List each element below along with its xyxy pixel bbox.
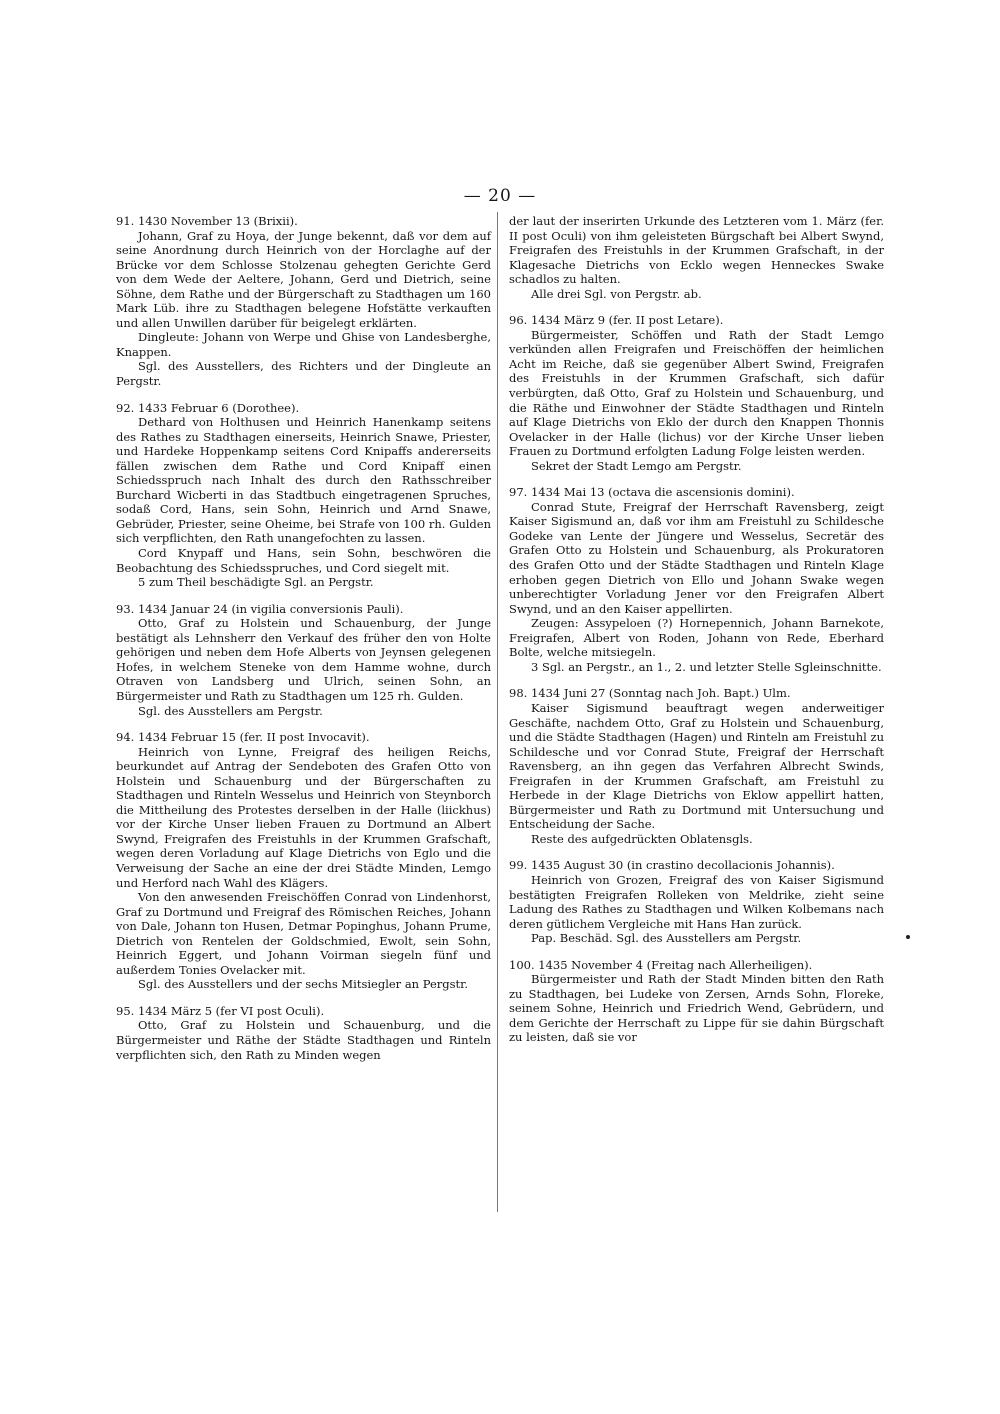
entry-paragraph: Alle drei Sgl. von Pergstr. ab.	[531, 286, 702, 301]
entry-paragraph: der laut der inserirten Urkunde des Letzteren vom 1. März (fer. II post Oculi) von ihm geleisteten Bürgschaft bei Albert Swynd, Freigrafen des Freistuhls in der Krummen Grafschaft, in der Klagesache Dietrichs von Ecklo wegen Henneckes Swake schadlos zu halten.	[509, 214, 884, 287]
entry-paragraph: Sgl. des Ausstellers am Pergstr.	[138, 703, 323, 718]
entry-paragraph: Dingleute: Johann von Werpe und Ghise von Landesberghe, Knappen.	[116, 330, 491, 359]
document-entry	[509, 485, 884, 674]
entry-heading: 93. 1434 Januar 24 (in vigilia conversionis Pauli).	[116, 601, 404, 616]
entry-heading: 100. 1435 November 4 (Freitag nach Allerheiligen).	[509, 957, 813, 972]
entry-paragraph: Johann, Graf zu Hoya, der Junge bekennt, daß vor dem auf seine Anordnung durch Heinrich von der Horclaghe auf der Brücke vor dem Schlosse Stolzenau gehegten Gerichte Gerd von dem Wede der Aeltere, Johann, Gerd und Dietrich, seine Söhne, dem Rathe und der Bürgerschaft zu Stadthagen um 160 Mark Lüb. ihre zu Stadthagen belegene Hofstätte verkauften und allen Unwillen darüber für beigelegt erklärten.	[116, 228, 491, 330]
left-column	[116, 214, 491, 1074]
document-entry	[509, 858, 884, 945]
entry-paragraph: Otto, Graf zu Holstein und Schauenburg, der Junge bestätigt als Lehnsherr den Verkauf des früher den von Holte gehörigen und neben dem Hofe Alberts von Jeynsen gelegenen Hofes, in welchem Steneke von dem Hamme wohne, durch Otraven von Landsberg und Ulrich, seinen Sohn, an Bürgermeister und Rath zu Stadthagen um 125 rh. Gulden.	[116, 616, 491, 703]
entry-paragraph: Sekret der Stadt Lemgo am Pergstr.	[531, 458, 742, 473]
document-entry	[116, 214, 491, 389]
entry-heading: 98. 1434 Juni 27 (Sonntag nach Joh. Bapt.) Ulm.	[509, 686, 791, 701]
entry-heading: 91. 1430 November 13 (Brixii).	[116, 214, 298, 228]
document-entry	[116, 401, 491, 590]
entry-paragraph: Kaiser Sigismund beauftragt wegen anderweitiger Geschäfte, nachdem Otto, Graf zu Holstein und Schauenburg, und die Städte Stadthagen (Hagen) und Rinteln am Freistuhl zu Schildesche und vor Conrad Stute, Freigraf der Herrschaft Ravensberg, an ihn gegen das Verfahren Albrecht Swinds, Freigrafen in der Krummen Grafschaft, am Freistuhl zu Herbede in der Klage Dietrichs von Eklow appellirt hatten, Bürgermeister und Rath zu Dortmund mit Untersuchung und Entscheidung der Sache.	[509, 700, 884, 832]
entry-paragraph: Bürgermeister und Rath der Stadt Minden bitten den Rath zu Stadthagen, bei Ludeke von Zersen, Arnds Sohn, Floreke, seinem Sohne, Heinrich und Friedrich Wend, Gebrüdern, und dem Gerichte der Herrschaft zu Lippe für sie dahin Bürgschaft zu leisten, daß sie vor	[509, 972, 884, 1045]
entry-paragraph: Heinrich von Lynne, Freigraf des heiligen Reichs, beurkundet auf Antrag der Sendeboten des Grafen Otto von Holstein und Schauenburg und der Bürgerschaften zu Stadthagen und Rinteln Wesselus und Heinrich von Steynborch die Mittheilung des Protestes derselben in der Halle (liickhus) vor der Kirche Unser lieben Frauen zu Dortmund an Albert Swynd, Freigrafen des Freistuhls in der Krummen Grafschaft, wegen deren Vorladung auf Klage Dietrichs von Eglo und die Verweisung der Sache an eine der drei Städte Minden, Lemgo und Herford nach Wahl des Klägers.	[116, 744, 491, 890]
entry-paragraph: Sgl. des Ausstellers und der sechs Mitsiegler an Pergstr.	[138, 977, 469, 992]
entry-heading: 97. 1434 Mai 13 (octava die ascensionis domini).	[509, 485, 795, 500]
entry-paragraph: Otto, Graf zu Holstein und Schauenburg, und die Bürgermeister und Räthe der Städte Stadthagen und Rinteln verpflichten sich, den Rath zu Minden wegen	[116, 1018, 491, 1062]
entry-paragraph: Reste des aufgedrückten Oblatensgls.	[531, 831, 753, 846]
entry-paragraph: 5 zum Theil beschädigte Sgl. an Pergstr.	[138, 575, 374, 590]
entry-paragraph: Cord Knypaff und Hans, sein Sohn, beschwören die Beobachtung des Schiedsspruches, und Cord siegelt mit.	[116, 546, 491, 575]
document-entry	[116, 1004, 491, 1062]
document-entry	[509, 214, 884, 301]
page-number: — 20 —	[463, 186, 537, 206]
document-entry	[509, 313, 884, 473]
entry-heading: 96. 1434 März 9 (fer. II post Letare).	[509, 313, 724, 328]
entry-paragraph: Conrad Stute, Freigraf der Herrschaft Ravensberg, zeigt Kaiser Sigismund an, daß vor ihm am Freistuhl zu Schildesche Godeke van Lente der Jüngere und Wesselus, Secretär des Grafen Otto zu Holstein und Schauenburg, als Prokuratoren des Grafen Otto und der Städte Stadthagen und Rinteln Klage erhoben gegen Dietrich von Ello und Johann Swake wegen unberechtigter Vorladung Jener vor den Freigrafen Albert Swynd, und an den Kaiser appellirten.	[509, 499, 884, 616]
entry-heading: 99. 1435 August 30 (in crastino decollacionis Johannis).	[509, 858, 835, 873]
entry-paragraph: 3 Sgl. an Pergstr., an 1., 2. und letzter Stelle Sgleinschnitte.	[531, 659, 882, 674]
entry-paragraph: Zeugen: Assypeloen (?) Hornepennich, Johann Barnekote, Freigrafen, Albert von Roden, Johann von Rede, Eberhard Bolte, welche mitsiegeln.	[509, 616, 884, 660]
entry-heading: 92. 1433 Februar 6 (Dorothee).	[116, 400, 300, 415]
entry-paragraph: Von den anwesenden Freischöffen Conrad von Lindenhorst, Graf zu Dortmund und Freigraf des Römischen Reiches, Johann von Dale, Johann ton Husen, Detmar Popinghus, Johann Prume, Dietrich von Rentelen der Goldschmied, Ewolt, sein Sohn, Heinrich Eggert, und Johann Voirman siegeln fünf und außerdem Tonies Ovelacker mit.	[116, 890, 491, 977]
column-divider	[497, 212, 498, 1212]
document-entry	[509, 686, 884, 846]
document-entry	[116, 730, 491, 992]
entry-paragraph: Heinrich von Grozen, Freigraf des von Kaiser Sigismund bestätigten Freigrafen Rolleken von Meldrike, zieht seine Ladung des Rathes zu Stadthagen und Wilken Kolbemans nach deren gütlichem Vergleiche mit Hans Han zurück.	[509, 872, 884, 931]
entry-paragraph: Bürgermeister, Schöffen und Rath der Stadt Lemgo verkünden allen Freigrafen und Freischöffen der heimlichen Acht im Reiche, daß sie gegenüber Albert Swind, Freigrafen des Freistuhls in der Krummen Grafschaft, sich dafür verbürgten, daß Otto, Graf zu Holstein und Schauenburg, und die Räthe und Einwohner der Städte Stadthagen und Rinteln auf Klage Dietrichs von Eklo der durch den Knappen Thonnis Ovelacker in der Halle (lichus) vor der Kirche Unser lieben Frauen zu Dortmund erfolgten Ladung Folge leisten werden.	[509, 327, 884, 459]
document-entry	[116, 602, 491, 718]
document-entry	[509, 958, 884, 1045]
entry-paragraph: Sgl. des Ausstellers, des Richters und der Dingleute an Pergstr.	[116, 359, 491, 389]
margin-mark	[906, 935, 910, 939]
entry-paragraph: Dethard von Holthusen und Heinrich Hanenkamp seitens des Rathes zu Stadthagen einerseits, Heinrich Snawe, Priester, und Hardeke Hoppenkamp seitens Cord Knipaffs andererseits fällen zwischen dem Rathe und Cord Knipaff einen Schiedsspruch nach Inhalt des durch den Rathsschreiber Burchard Wicberti in das Stadtbuch eingetragenen Spruches, sodaß Cord, Hans, sein Sohn, Heinrich und Arnd Snawe, Gebrüder, Priester, seine Oheime, bei Strafe von 100 rh. Gulden sich verpflichten, den Rath unangefochten zu lassen.	[116, 415, 491, 546]
entry-heading: 95. 1434 März 5 (fer VI post Oculi).	[116, 1003, 325, 1018]
entry-heading: 94. 1434 Februar 15 (fer. II post Invocavit).	[116, 730, 370, 745]
right-column	[509, 214, 884, 1057]
entry-paragraph: Pap. Beschäd. Sgl. des Ausstellers am Pergstr.	[531, 931, 802, 946]
